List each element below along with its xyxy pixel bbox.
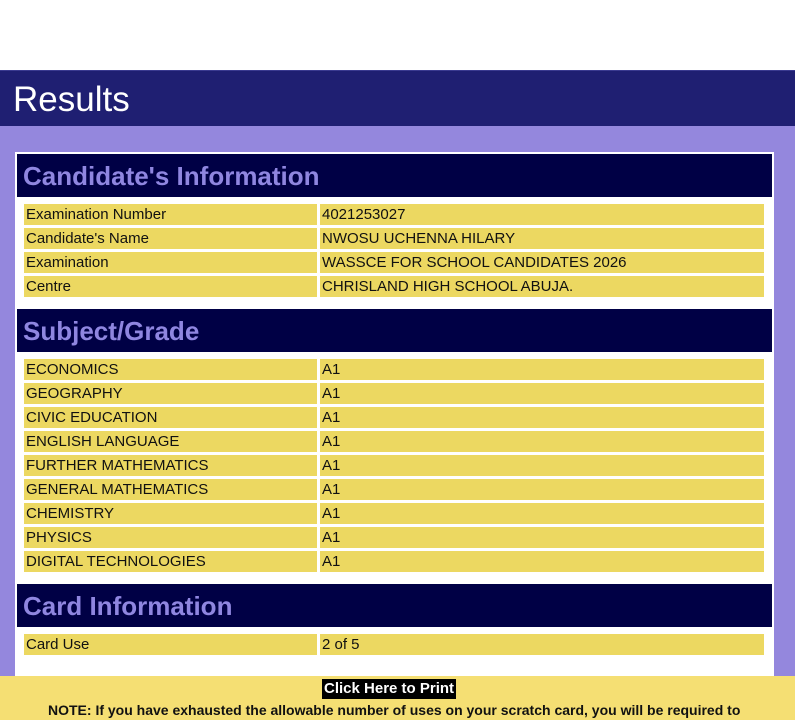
card-info-table — [24, 633, 764, 657]
table-row — [24, 502, 764, 526]
subject-name: CHEMISTRY — [24, 503, 317, 524]
table-row — [24, 203, 764, 227]
subject-grade-table — [24, 358, 764, 574]
field-label: Centre — [24, 276, 317, 297]
candidate-info-table — [24, 203, 764, 299]
field-label: Examination — [24, 252, 317, 273]
results-panel — [15, 152, 774, 680]
card-info-heading-text: Card Information — [23, 591, 233, 621]
table-row — [24, 382, 764, 406]
subject-name: ENGLISH LANGUAGE — [24, 431, 317, 452]
field-label: Examination Number — [24, 204, 317, 225]
subject-name: CIVIC EDUCATION — [24, 407, 317, 428]
candidate-info-heading-text: Candidate's Information — [23, 161, 320, 191]
subject-grade-heading — [17, 309, 772, 352]
field-value: 2 of 5 — [320, 634, 764, 655]
table-row — [24, 454, 764, 478]
subject-grade: A1 — [320, 455, 764, 476]
subject-name: ECONOMICS — [24, 359, 317, 380]
subject-name: PHYSICS — [24, 527, 317, 548]
subject-name: FURTHER MATHEMATICS — [24, 455, 317, 476]
subject-grade-heading-text: Subject/Grade — [23, 316, 200, 346]
subject-grade: A1 — [320, 479, 764, 500]
page-title: Results — [13, 80, 130, 119]
footer-strip — [0, 676, 795, 720]
table-row — [24, 358, 764, 382]
table-row — [24, 275, 764, 299]
table-row — [24, 478, 764, 502]
field-value: CHRISLAND HIGH SCHOOL ABUJA. — [320, 276, 764, 297]
table-row — [24, 430, 764, 454]
table-row — [24, 526, 764, 550]
print-button[interactable]: Click Here to Print — [324, 680, 455, 697]
subject-name: GEOGRAPHY — [24, 383, 317, 404]
table-row — [24, 227, 764, 251]
subject-grade: A1 — [320, 503, 764, 524]
subject-name: DIGITAL TECHNOLOGIES — [24, 551, 317, 572]
subject-grade: A1 — [320, 551, 764, 572]
field-value: 4021253027 — [320, 204, 764, 225]
subject-grade: A1 — [320, 359, 764, 380]
card-info-heading — [17, 584, 772, 627]
table-row — [24, 633, 764, 657]
subject-grade: A1 — [320, 383, 764, 404]
subject-grade: A1 — [320, 431, 764, 452]
table-row — [24, 550, 764, 574]
header-bar — [0, 70, 795, 127]
candidate-info-heading — [17, 154, 772, 197]
subject-grade: A1 — [320, 407, 764, 428]
field-label: Card Use — [24, 634, 317, 655]
table-row — [24, 406, 764, 430]
scratch-card-note: NOTE: If you have exhausted the allowable number of uses on your scratch card, you will be required to — [48, 702, 741, 718]
field-value: WASSCE FOR SCHOOL CANDIDATES 2026 — [320, 252, 764, 273]
field-value: NWOSU UCHENNA HILARY — [320, 228, 764, 249]
subject-name: GENERAL MATHEMATICS — [24, 479, 317, 500]
field-label: Candidate's Name — [24, 228, 317, 249]
table-row — [24, 251, 764, 275]
subject-grade: A1 — [320, 527, 764, 548]
